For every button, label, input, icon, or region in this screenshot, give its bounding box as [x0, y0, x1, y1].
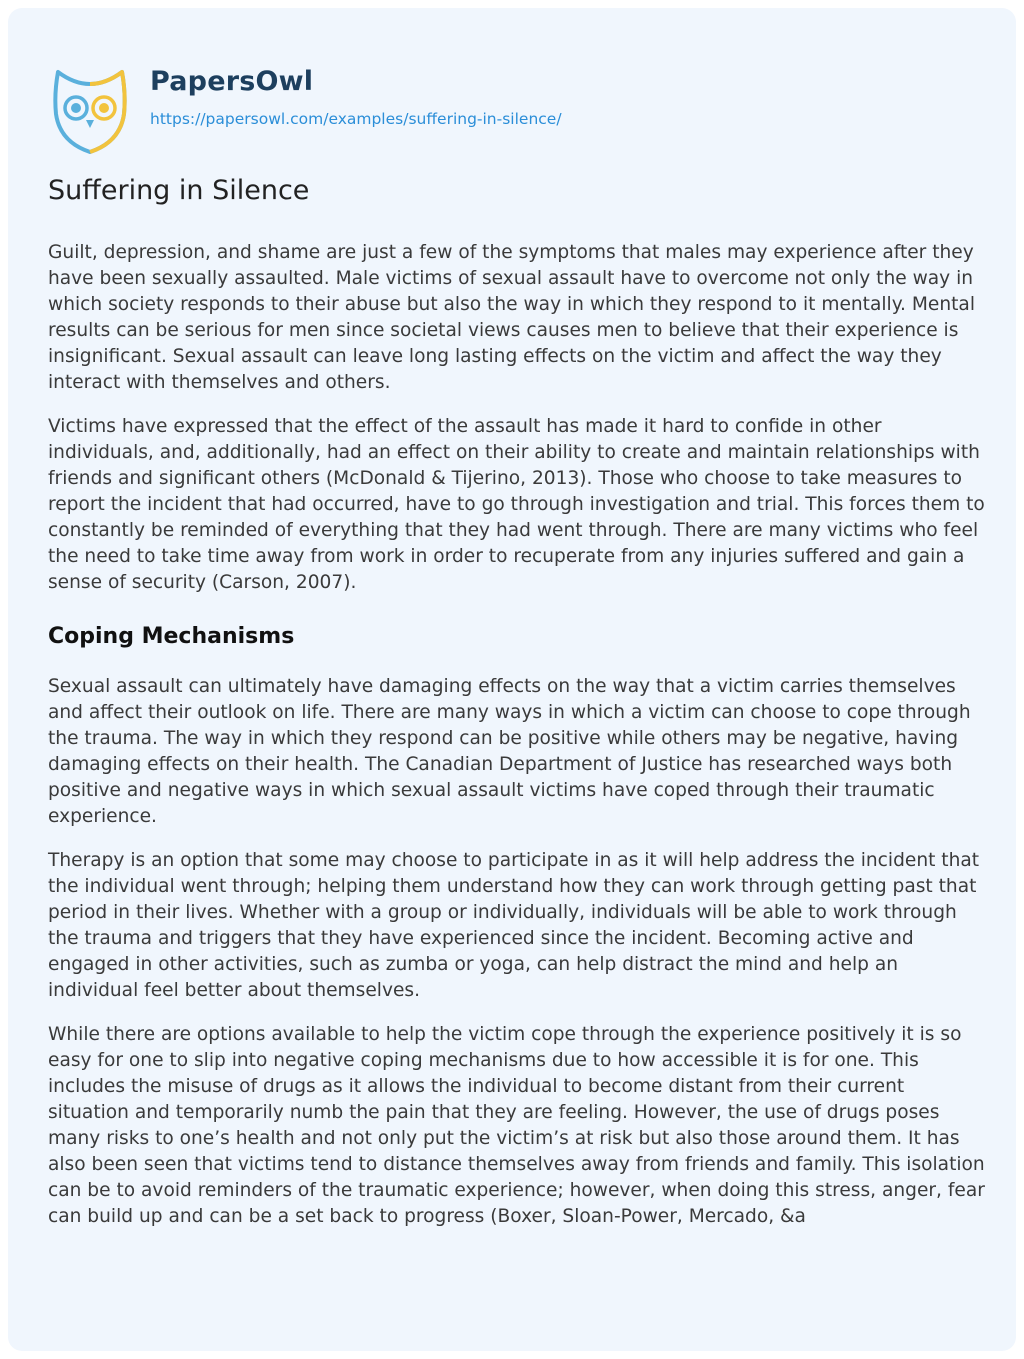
section-paragraph-3: While there are options available to help the victim cope through the experience positively it is so easy for one to slip into negative coping mechanisms due to how accessible it is for one. This includes the misuse of drugs as it allows the individual to become distant from their current situation and temporarily numb the pain that they are feeling. However, the use of drugs poses many risks to one’s health and not only put the victim’s at risk but also those around them. It has also been seen that victims tend to distance themselves away from friends and family. This isolation can be to avoid reminders of the traumatic experience; however, when doing this stress, anger, fear can build up and can be a set back to progress (Boxer, Sloan-Power, Mercado, &a [48, 1024, 985, 1227]
owl-logo-icon [48, 64, 132, 154]
section-paragraph-1: Sexual assault can ultimately have damaging effects on the way that a victim carries themselves and affect their outlook on life. There are many ways in which a victim can choose to cope through the trauma. The way in which they respond can be positive while others may be negative, having damaging effects on their health. The Canadian Department of Justice has researched ways both positive and negative ways in which sexual assault victims have coped through their traumatic experience. [48, 676, 971, 827]
intro-paragraph-1: Guilt, depression, and shame are just a few of the symptoms that males may experience after they have been sexually assaulted. Male victims of sexual assault have to overcome not only the way in which society responds to their abuse but also the way in which they respond to it mentally. Mental results can be serious for men since societal views causes men to believe that their experience is insignificant. Sexual assault can leave long lasting effects on the victim and affect the way they interact with themselves and others. [48, 242, 975, 393]
site-header [48, 64, 562, 154]
document-page [8, 8, 1016, 1351]
brand-name[interactable]: PapersOwl [150, 66, 314, 97]
section-paragraph-2: Therapy is an option that some may choose to participate in as it will help address the incident that the individual went through; helping them understand how they can work through getting past that period in their lives. Whether with a group or individually, individuals will be able to work through the trauma and triggers that they have experienced since the incident. Becoming active and engaged in other activities, such as zumba or yoga, can help distract the mind and help an individual feel better about themselves. [48, 850, 980, 1001]
document-title: Suffering in Silence [48, 175, 310, 206]
source-url-link[interactable]: https://papersowl.com/examples/suffering-in-silence/ [150, 110, 562, 128]
document-body [48, 174, 988, 1248]
section-heading: Coping Mechanisms [48, 624, 295, 649]
intro-paragraph-2: Victims have expressed that the effect of the assault has made it hard to confide in other individuals, and, additionally, had an effect on their ability to create and maintain relationships with friends and significant others (McDonald & Tijerino, 2013). Those who choose to take measures to report the incident that had occurred, have to go through investigation and trial. This forces them to constantly be reminded of everything that they had went through. There are many victims who feel the need to take time away from work in order to recuperate from any injuries suffered and gain a sense of security (Carson, 2007). [48, 416, 985, 593]
